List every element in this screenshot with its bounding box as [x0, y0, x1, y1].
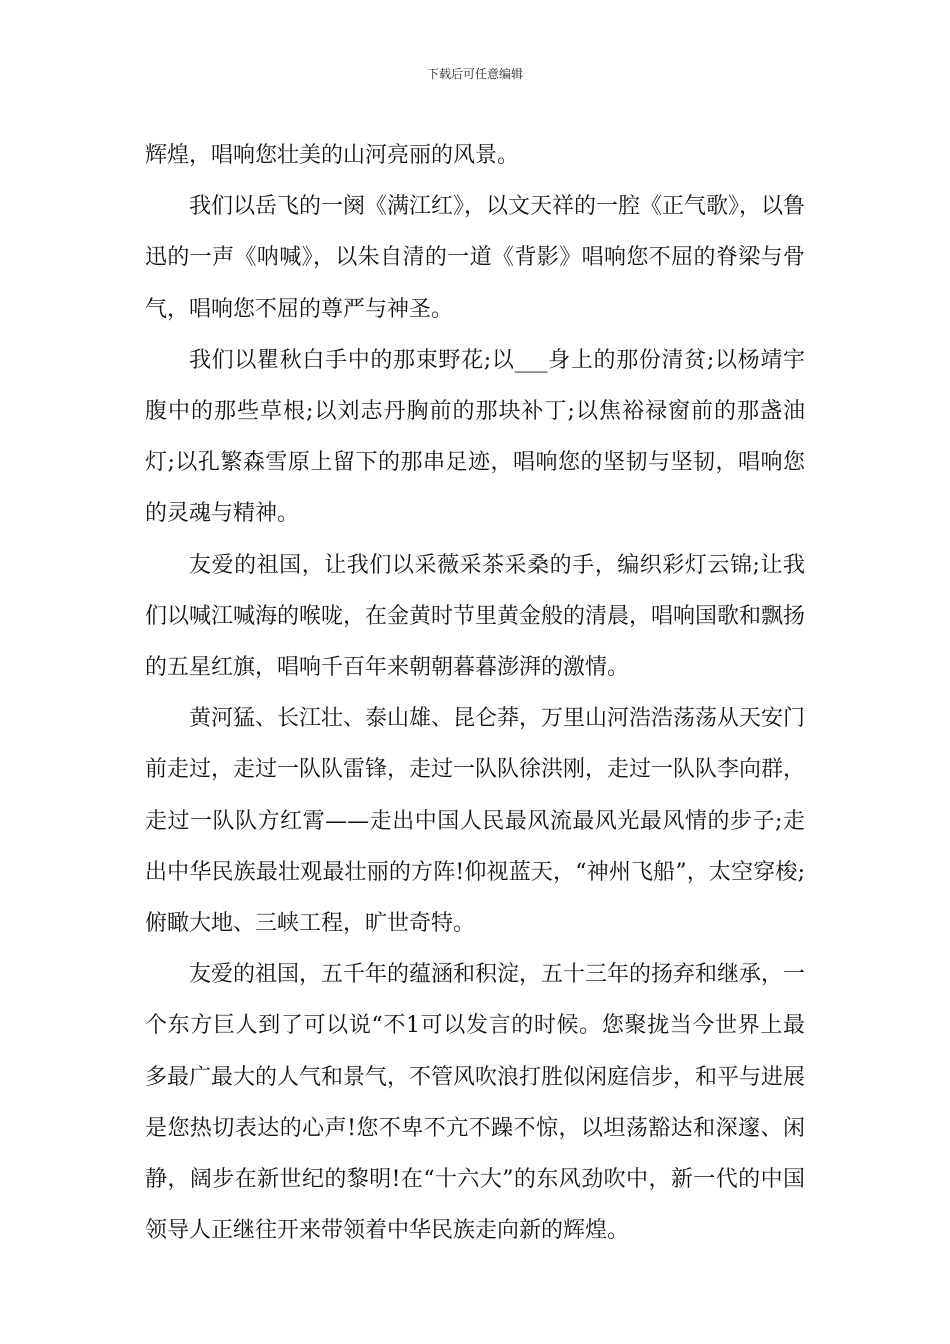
paragraph: 黄河猛、长江壮、泰山雄、昆仑莽，万里山河浩浩荡荡从天安门前走过，走过一队队雷锋，走过一队队徐洪刚，走过一队队李向群，走过一队队方红霄——走出中国人民最风流最风光最风情的步子;走出中华民族最壮观最壮丽的方阵!仰视蓝天，“神州飞船”，太空穿梭;俯瞰大地、三峡工程，旷世奇特。 — [145, 706, 806, 937]
paragraph: 友爱的祖国，五千年的蕴涵和积淀，五十三年的扬弃和继承，一个东方巨人到了可以说“不1可以发言的时候。您聚拢当今世界上最多最广最大的人气和景气，不管风吹浪打胜似闲庭信步，和平与进展是您热切表达的心声!您不卑不亢不躁不惊，以坦荡豁达和深邃、闲静，阔步在新世纪的黎明!在“十六大”的东风劲吹中，新一代的中国领导人正继往开来带领着中华民族走向新的辉煌。 — [145, 962, 806, 1244]
paragraph: 我们以岳飞的一阕《满江红》，以文天祥的一腔《正气歌》，以鲁迅的一声《呐喊》，以朱自清的一道《背影》唱响您不屈的脊梁与骨气，唱响您不屈的尊严与神圣。 — [145, 194, 806, 322]
paragraph-continuation: 辉煌，唱响您壮美的山河亮丽的风景。 — [145, 143, 520, 168]
paragraph: 友爱的祖国，让我们以采薇采茶采桑的手，编织彩灯云锦;让我们以喊江喊海的喉咙，在金黄时节里黄金般的清晨，唱响国歌和飘扬的五星红旗，唱响千百年来朝朝暮暮澎湃的激情。 — [145, 552, 806, 681]
document-body — [145, 130, 805, 1256]
paragraph: 我们以瞿秋白手中的那束野花;以___身上的那份清贫;以杨靖宇腹中的那些草根;以刘志丹胸前的那块补丁;以焦裕禄窗前的那盏油灯;以孔繁森雪原上留下的那串足迹，唱响您的坚韧与坚韧，唱响您的灵魂与精神。 — [145, 347, 805, 527]
page-header: 下载后可任意编辑 — [426, 67, 523, 81]
